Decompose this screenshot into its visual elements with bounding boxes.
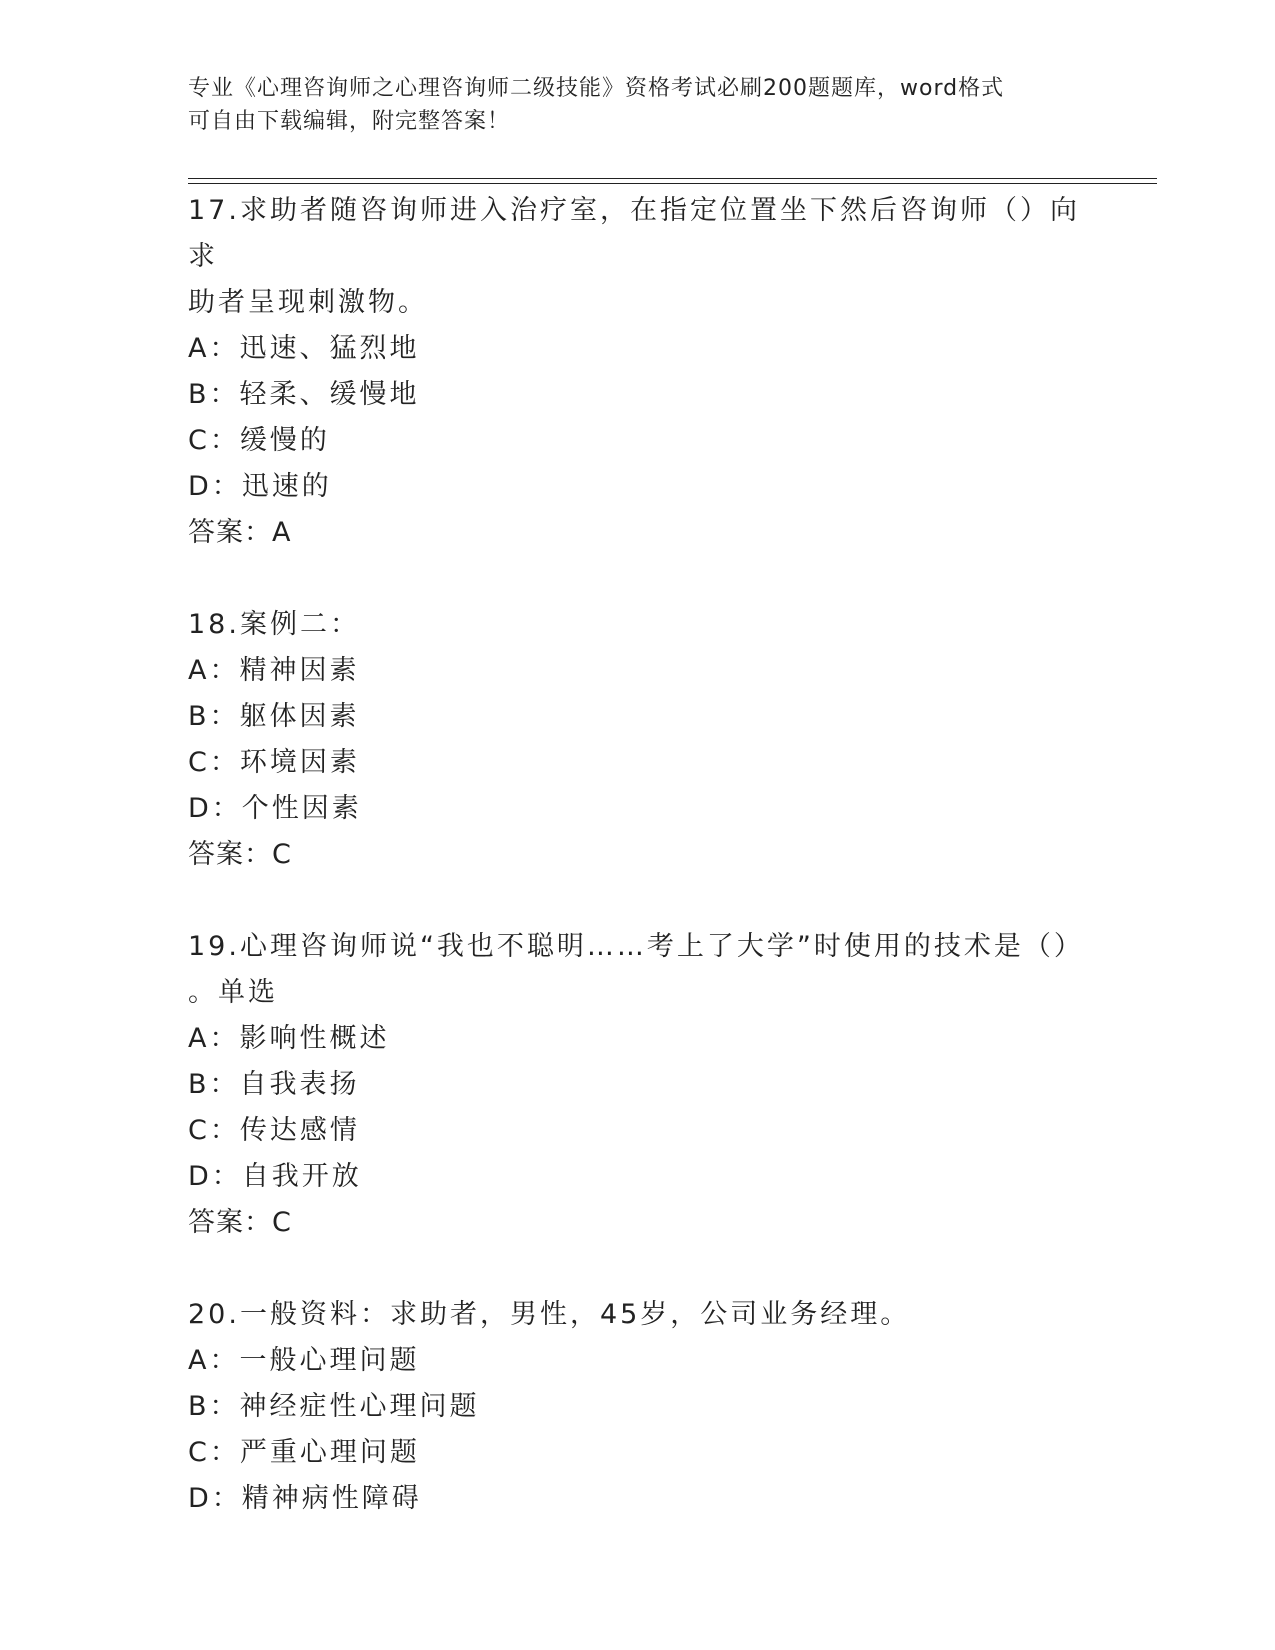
option-c: C：缓慢的: [188, 425, 330, 456]
question-stem: 17.求助者随咨询师进入治疗室，在指定位置坐下然后咨询师（）向求: [188, 195, 1080, 272]
document-header: [188, 72, 1088, 138]
header-divider-top: [188, 178, 1157, 179]
header-divider-bottom: [188, 183, 1157, 184]
answer-line: 答案：A: [188, 517, 292, 548]
option-b: B：自我表扬: [188, 1069, 360, 1100]
option-c: C：环境因素: [188, 747, 360, 778]
option-c: C：严重心理问题: [188, 1437, 420, 1468]
question-stem: 20.一般资料：求助者，男性，45岁，公司业务经理。: [188, 1299, 911, 1330]
option-d: D：精神病性障碍: [188, 1483, 422, 1514]
option-a: A：迅速、猛烈地: [188, 333, 420, 364]
question-stem-continued: 。单选: [188, 977, 278, 1008]
question-18: [188, 602, 1088, 878]
option-a: A：精神因素: [188, 655, 360, 686]
option-d: D：迅速的: [188, 471, 332, 502]
option-d: D：个性因素: [188, 793, 362, 824]
question-list: [188, 188, 1088, 1568]
question-17: [188, 188, 1088, 556]
option-a: A：一般心理问题: [188, 1345, 420, 1376]
header-line-1: 专业《心理咨询师之心理咨询师二级技能》资格考试必刷200题题库，word格式: [188, 76, 1005, 101]
option-b: B：躯体因素: [188, 701, 360, 732]
question-stem: 19.心理咨询师说“我也不聪明……考上了大学”时使用的技术是（）: [188, 931, 1084, 962]
option-d: D：自我开放: [188, 1161, 362, 1192]
option-b: B：轻柔、缓慢地: [188, 379, 420, 410]
header-line-2: 可自由下载编辑，附完整答案！: [188, 109, 511, 134]
answer-line: 答案：C: [188, 839, 292, 870]
option-b: B：神经症性心理问题: [188, 1391, 480, 1422]
option-a: A：影响性概述: [188, 1023, 390, 1054]
question-stem-continued: 助者呈现刺激物。: [188, 287, 428, 318]
question-19: [188, 924, 1088, 1246]
option-c: C：传达感情: [188, 1115, 360, 1146]
question-20: [188, 1292, 1088, 1522]
question-stem: 18.案例二：: [188, 609, 360, 640]
answer-line: 答案：C: [188, 1207, 292, 1238]
